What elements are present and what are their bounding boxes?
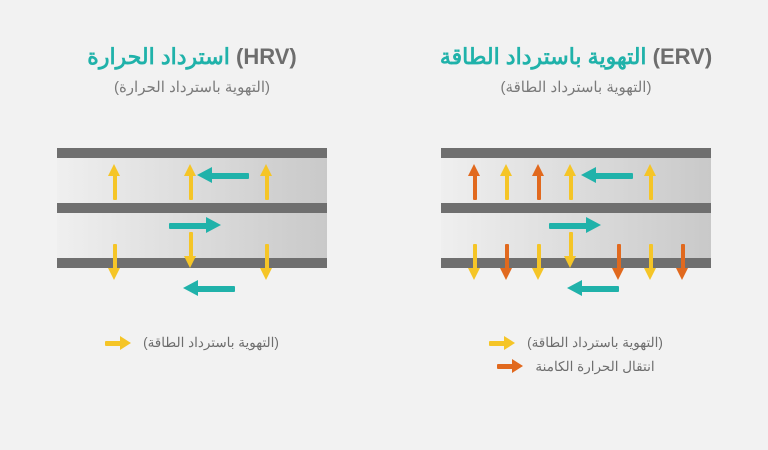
erv-arrow-down-orange-3 [679,244,686,280]
hrv-arrow-left-teal-bottom [183,283,235,292]
erv-arrow-up-yellow-2 [567,164,574,200]
hrv-legend-item-energy [0,336,384,350]
panel-hrv-subtitle: (التهوية باسترداد الحرارة) [113,79,271,97]
panel-erv-title-abbrev: (ERV) [652,44,713,69]
erv-arrow-up-yellow-1 [503,164,510,200]
panel-erv-titles [384,0,768,97]
hrv-arrow-down-yellow-2 [187,232,194,268]
erv-legend-label-energy: (التهوية باسترداد الطاقة) [527,335,663,350]
erv-legend-label-latent: انتقال الحرارة الكامنة [535,358,655,374]
erv-band-bottom [441,258,711,268]
erv-arrow-down-yellow-1 [471,244,478,280]
erv-arrow-up-yellow-3 [647,164,654,200]
panel-hrv-title-text: استرداد الحرارة [87,44,230,69]
hrv-arrow-up-yellow-3 [263,164,270,200]
erv-legend-item-energy [384,336,768,350]
hrv-arrow-down-yellow-3 [263,244,270,280]
panel-erv-title [384,44,768,70]
hrv-legend-label-energy: (التهوية باسترداد الطاقة) [143,335,279,350]
erv-arrow-down-orange-1 [503,244,510,280]
erv-arrow-right-teal-middle [549,220,601,229]
erv-arrow-left-teal-bottom [567,283,619,292]
erv-arrow-left-teal-top [581,170,633,179]
erv-arrow-up-orange-1 [471,164,478,200]
hrv-band-middle [57,203,327,213]
hrv-band-top [57,148,327,158]
hrv-diagram [57,148,327,313]
erv-legend-item-latent [384,360,768,374]
erv-legend [384,336,768,383]
hrv-arrow-left-teal-top [197,170,249,179]
arrow-right-icon [497,361,523,371]
hrv-arrow-down-yellow-1 [111,244,118,280]
panel-erv-subtitle: (التهوية باسترداد الطاقة) [500,79,652,97]
panel-hrv-title-abbrev: (HRV) [235,44,297,69]
erv-band-middle [441,203,711,213]
erv-arrow-up-orange-2 [535,164,542,200]
panel-erv-title-text: التهوية باسترداد الطاقة [439,44,647,69]
erv-arrow-down-yellow-4 [647,244,654,280]
panel-erv [384,0,768,450]
erv-arrow-down-orange-2 [615,244,622,280]
erv-diagram [441,148,711,313]
arrow-right-icon [489,338,515,348]
panel-hrv-title [0,44,384,70]
erv-band-top [441,148,711,158]
erv-arrow-down-yellow-3 [567,232,574,268]
hrv-legend [0,336,384,360]
erv-arrow-down-yellow-2 [535,244,542,280]
hrv-arrow-right-teal-middle [169,220,221,229]
panel-hrv-titles [0,0,384,97]
arrow-right-icon [105,338,131,348]
hrv-arrow-up-yellow-1 [111,164,118,200]
erv-channel-upper [441,158,711,203]
hrv-arrow-up-yellow-2 [187,164,194,200]
